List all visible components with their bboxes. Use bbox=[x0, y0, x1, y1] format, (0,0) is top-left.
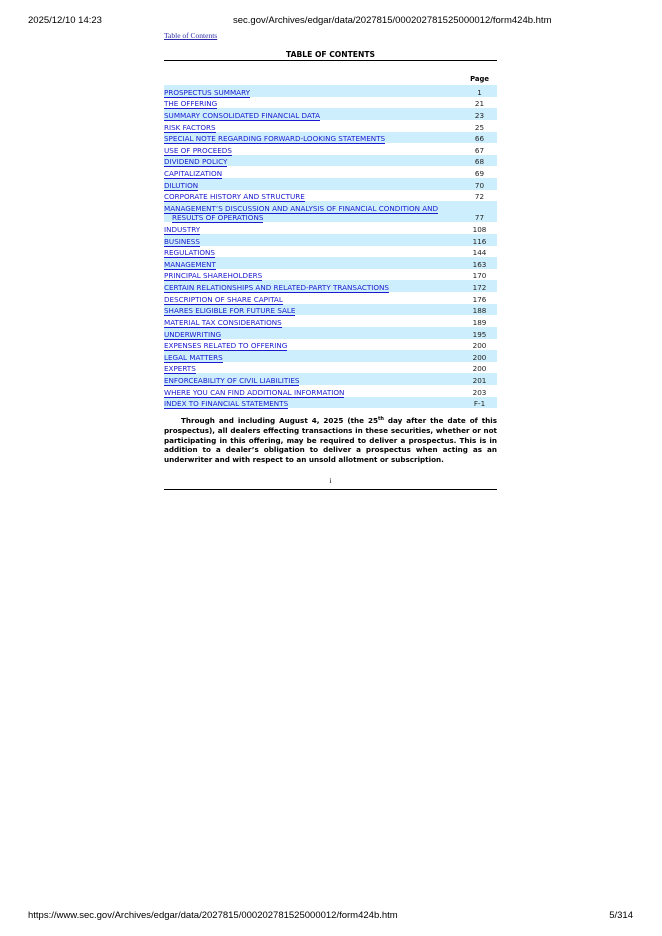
toc-row bbox=[164, 269, 497, 281]
toc-entry-cell bbox=[164, 120, 462, 132]
toc-page-number: 200 bbox=[462, 350, 497, 362]
toc-page-number: 200 bbox=[472, 341, 487, 351]
toc-entry-link[interactable]: MANAGEMENT’S DISCUSSION AND ANALYSIS OF FINANCIAL CONDITION AND bbox=[164, 204, 439, 214]
toc-entry-cell bbox=[164, 304, 462, 316]
toc-row bbox=[164, 166, 497, 178]
toc-row bbox=[164, 257, 497, 269]
toc-entry-cell bbox=[164, 315, 462, 327]
toc-entry-link[interactable]: PRINCIPAL SHAREHOLDERS bbox=[164, 271, 263, 281]
toc-page-number: 188 bbox=[462, 304, 497, 316]
toc-row bbox=[164, 132, 497, 144]
toc-page-number: 1 bbox=[462, 85, 497, 97]
toc-row bbox=[164, 315, 497, 327]
toc-entry-cell bbox=[164, 350, 462, 362]
notice-text-start: Through and including August 4, 2025 (the 25 bbox=[181, 416, 378, 425]
print-footer-url: https://www.sec.gov/Archives/edgar/data/2027815/000202781525000012/form424b.htm bbox=[28, 910, 398, 921]
toc-row bbox=[164, 178, 497, 190]
toc-entry-link[interactable]: UNDERWRITING bbox=[164, 329, 222, 339]
toc-page-number: 68 bbox=[462, 155, 497, 167]
toc-entry-cell bbox=[164, 222, 462, 234]
toc-entry-link[interactable]: PROSPECTUS SUMMARY bbox=[164, 87, 251, 97]
toc-page-number: 77 bbox=[462, 201, 497, 222]
toc-row bbox=[164, 201, 497, 222]
toc-page-number: 72 bbox=[474, 192, 485, 202]
notice-superscript: th bbox=[378, 416, 384, 422]
toc-entry-cell bbox=[164, 190, 462, 202]
toc-entry-link-continued[interactable]: RESULTS OF OPERATIONS bbox=[172, 213, 264, 223]
print-datetime: 2025/12/10 14:23 bbox=[28, 15, 102, 26]
toc-entry-cell bbox=[164, 339, 462, 351]
toc-entry-cell bbox=[164, 108, 462, 120]
toc-entry-cell bbox=[164, 97, 462, 109]
toc-entry-cell bbox=[164, 269, 462, 281]
toc-entry-link[interactable]: RISK FACTORS bbox=[164, 122, 216, 132]
toc-entry-cell bbox=[164, 385, 462, 397]
toc-entry-cell bbox=[164, 143, 462, 155]
toc-row bbox=[164, 108, 497, 120]
toc-entry-link[interactable]: SPECIAL NOTE REGARDING FORWARD-LOOKING STATEMENTS bbox=[164, 134, 386, 144]
toc-page-number: 201 bbox=[462, 373, 497, 385]
print-page-counter: 5/314 bbox=[609, 910, 633, 921]
toc-row bbox=[164, 362, 497, 374]
toc-entry-link[interactable]: SHARES ELIGIBLE FOR FUTURE SALE bbox=[164, 306, 296, 316]
toc-page-number: 70 bbox=[462, 178, 497, 190]
toc-page-number: 108 bbox=[472, 224, 487, 234]
toc-page-number: 25 bbox=[474, 122, 485, 132]
toc-row bbox=[164, 339, 497, 351]
toc-entry-link[interactable]: INDUSTRY bbox=[164, 224, 201, 234]
toc-page-number: 176 bbox=[472, 294, 487, 304]
toc-row bbox=[164, 385, 497, 397]
toc-page-number: 23 bbox=[462, 108, 497, 120]
toc-entry-link[interactable]: DIVIDEND POLICY bbox=[164, 157, 228, 167]
toc-entry-cell bbox=[164, 257, 462, 269]
toc-row bbox=[164, 190, 497, 202]
toc-row bbox=[164, 292, 497, 304]
toc-page-number: 189 bbox=[472, 317, 487, 327]
toc-entry-cell bbox=[164, 373, 462, 385]
dealer-notice bbox=[164, 416, 497, 465]
toc-page-number: 69 bbox=[474, 169, 485, 178]
toc-row bbox=[164, 280, 497, 292]
toc-entry-link[interactable]: CORPORATE HISTORY AND STRUCTURE bbox=[164, 192, 305, 202]
toc-row bbox=[164, 85, 497, 97]
toc-row bbox=[164, 350, 497, 362]
toc-entry-cell bbox=[164, 155, 462, 167]
toc-entry-cell bbox=[164, 292, 462, 304]
toc-row bbox=[164, 234, 497, 246]
toc-entry-link[interactable]: USE OF PROCEEDS bbox=[164, 145, 232, 155]
toc-page-number: 21 bbox=[474, 99, 485, 109]
toc-entry-cell bbox=[164, 166, 462, 178]
toc-row bbox=[164, 327, 497, 339]
toc-row bbox=[164, 373, 497, 385]
toc-entry-cell bbox=[164, 397, 462, 409]
toc-entry-cell bbox=[164, 178, 462, 190]
toc-entry-link[interactable]: EXPERTS bbox=[164, 364, 196, 374]
toc-entry-cell bbox=[164, 201, 462, 222]
toc-page-number: 200 bbox=[472, 364, 487, 374]
toc-page-number: 144 bbox=[472, 248, 487, 258]
toc-entry-link[interactable]: BUSINESS bbox=[164, 236, 200, 246]
toc-entry-cell bbox=[164, 327, 462, 339]
page-column-header: Page bbox=[470, 75, 489, 83]
toc-row bbox=[164, 397, 497, 409]
toc-page-number: 66 bbox=[462, 132, 497, 144]
toc-entry-cell bbox=[164, 234, 462, 246]
toc-page-number: 116 bbox=[462, 234, 497, 246]
toc-entry-link[interactable]: EXPENSES RELATED TO OFFERING bbox=[164, 341, 288, 351]
toc-entry-link[interactable]: INDEX TO FINANCIAL STATEMENTS bbox=[164, 399, 289, 409]
print-header-url: sec.gov/Archives/edgar/data/2027815/000202781525000012/form424b.htm bbox=[233, 15, 552, 26]
toc-entry-link[interactable]: REGULATIONS bbox=[164, 248, 215, 258]
toc-row bbox=[164, 120, 497, 132]
toc-page-number: 163 bbox=[462, 257, 497, 269]
toc-entry-cell bbox=[164, 280, 462, 292]
page-title: TABLE OF CONTENTS bbox=[286, 50, 375, 59]
toc-entry-link[interactable]: DESCRIPTION OF SHARE CAPITAL bbox=[164, 294, 283, 304]
toc-entry-cell bbox=[164, 132, 462, 144]
toc-entry-link[interactable]: SUMMARY CONSOLIDATED FINANCIAL DATA bbox=[164, 110, 321, 120]
toc-table bbox=[164, 85, 497, 408]
toc-page-number: 170 bbox=[472, 271, 487, 281]
toc-page-number: 195 bbox=[462, 327, 497, 339]
toc-page-number: 203 bbox=[472, 387, 487, 397]
table-of-contents-link[interactable]: Table of Contents bbox=[164, 31, 218, 40]
toc-entry-cell bbox=[164, 246, 462, 258]
notice-text-end: day after the date of this prospectus), all dealers effecting transactions in these securities, whether or not participating in this offering, may be required to deliver a prospectus. This is in addition to a dealer’s obligation to deliver a prospectus when acting as an underwriter and with respect to an unsold allotment or subscription. bbox=[164, 416, 497, 465]
toc-entry-cell bbox=[164, 362, 462, 374]
bottom-divider bbox=[164, 489, 497, 490]
toc-entry-link[interactable]: DILUTION bbox=[164, 180, 199, 190]
toc-row bbox=[164, 304, 497, 316]
toc-page-number: 67 bbox=[474, 145, 485, 155]
toc-row bbox=[164, 222, 497, 234]
toc-row bbox=[164, 97, 497, 109]
toc-entry-link[interactable]: CERTAIN RELATIONSHIPS AND RELATED-PARTY TRANSACTIONS bbox=[164, 283, 389, 292]
toc-entry-link[interactable]: CAPITALIZATION bbox=[164, 169, 223, 178]
toc-entry-link[interactable]: ENFORCEABILITY OF CIVIL LIABILITIES bbox=[164, 376, 300, 385]
toc-entry-cell bbox=[164, 85, 462, 97]
toc-row bbox=[164, 155, 497, 167]
toc-entry-link[interactable]: THE OFFERING bbox=[164, 99, 218, 109]
top-divider bbox=[164, 60, 497, 61]
toc-entry-link[interactable]: LEGAL MATTERS bbox=[164, 352, 223, 362]
toc-entry-link[interactable]: WHERE YOU CAN FIND ADDITIONAL INFORMATION bbox=[164, 387, 345, 397]
toc-entry-link[interactable]: MANAGEMENT bbox=[164, 259, 216, 269]
toc-row bbox=[164, 143, 497, 155]
toc-page-number: F-1 bbox=[462, 397, 497, 409]
toc-page-number: 172 bbox=[462, 280, 497, 292]
page-number: i bbox=[329, 476, 332, 485]
toc-row bbox=[164, 246, 497, 258]
toc-entry-link[interactable]: MATERIAL TAX CONSIDERATIONS bbox=[164, 317, 282, 327]
